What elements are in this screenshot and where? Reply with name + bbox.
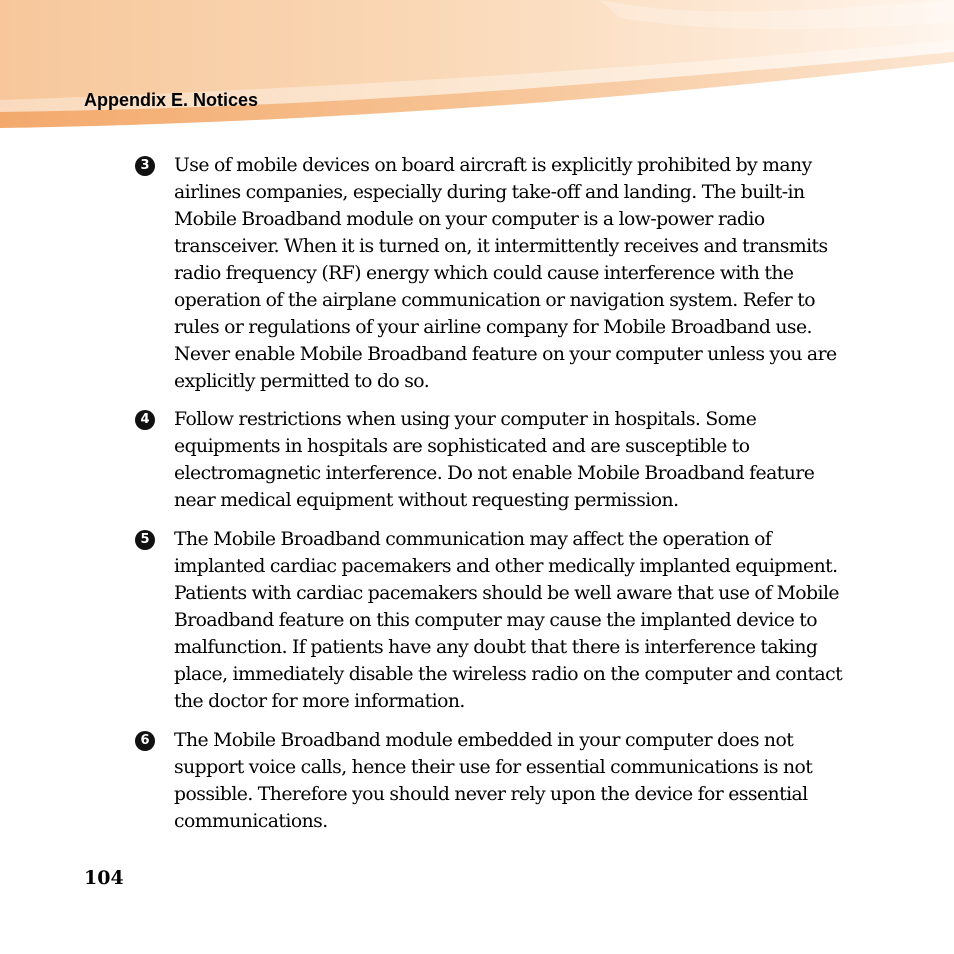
- notice-text: The Mobile Broadband communication may affect the operation of implanted cardiac pacemakers and other medically implanted equipment. Patients with cardiac pacemakers should be well aware that use of Mobile Broadband feature on this computer may cause the implanted device to malfunction. If patients have any doubt that there is interference taking place, immediately disable the wireless radio on the computer and contact the doctor for more information.: [174, 529, 843, 712]
- notice-text: The Mobile Broadband module embedded in your computer does not support voice calls, hence their use for essential communications is not possible. Therefore you should never rely upon the device for essential communications.: [174, 730, 813, 832]
- numbered-bullet-icon: 5: [135, 530, 155, 550]
- page-number: 104: [84, 867, 124, 889]
- numbered-bullet-icon: 6: [135, 731, 155, 751]
- notice-text: Use of mobile devices on board aircraft is explicitly prohibited by many airlines companies, especially during take-off and landing. The built-in Mobile Broadband module on your computer is a low-power radio transceiver. When it is turned on, it intermittently receives and transmits radio frequency (RF) energy which could cause interference with the operation of the airplane communication or navigation system. Refer to rules or regulations of your airline company for Mobile Broadband use. Never enable Mobile Broadband feature on your computer unless you are explicitly permitted to do so.: [174, 155, 837, 392]
- numbered-bullet-icon: 3: [135, 156, 155, 176]
- notice-text: Follow restrictions when using your computer in hospitals. Some equipments in hospitals are sophisticated and are susceptible to electromagnetic interference. Do not enable Mobile Broadband feature near medical equipment without requesting permission.: [174, 409, 815, 511]
- numbered-bullet-icon: 4: [135, 410, 155, 430]
- page-header-title: Appendix E. Notices: [84, 90, 259, 110]
